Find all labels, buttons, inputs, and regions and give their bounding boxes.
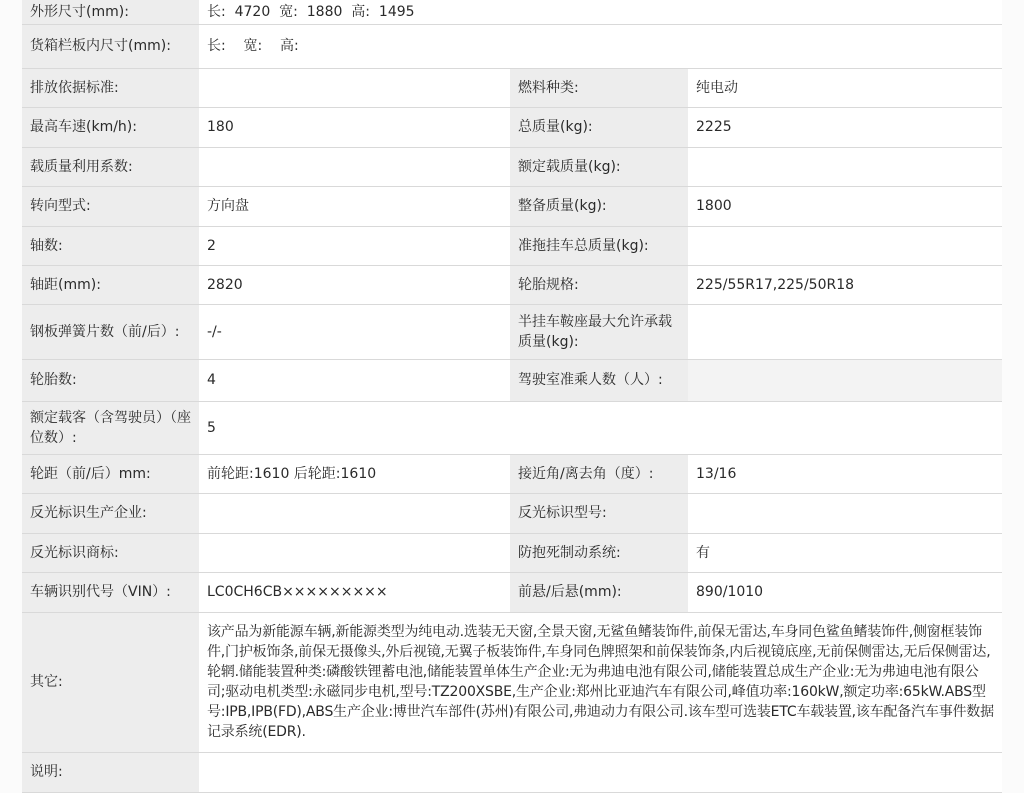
value-curb-mass: 1800: [688, 186, 1002, 226]
value-reflective-model: [688, 493, 1002, 533]
label-approach-angle: 接近角/离去角（度）:: [510, 454, 688, 493]
row-rated-passengers: [22, 401, 1002, 454]
label-axles: 轴数:: [22, 226, 199, 265]
label-rated-load: 额定载质量(kg):: [510, 147, 688, 186]
label-trailer-mass: 准拖挂车总质量(kg):: [510, 226, 688, 265]
value-load-util: [199, 147, 510, 186]
label-emission: 排放依据标准:: [22, 68, 199, 107]
label-reflective-model: 反光标识型号:: [510, 493, 688, 533]
label-steering: 转向型式:: [22, 186, 199, 226]
value-tire-spec: 225/55R17,225/50R18: [688, 265, 1002, 304]
label-reflective-brand: 反光标识商标:: [22, 533, 199, 572]
row-emission-fuel: [22, 68, 1002, 107]
value-rated-load: [688, 147, 1002, 186]
value-leaf-springs: -/-: [199, 304, 510, 359]
label-saddle-load: 半挂车鞍座最大允许承载质量(kg):: [510, 304, 688, 359]
row-springs-saddle: [22, 304, 1002, 359]
label-gross-mass: 总质量(kg):: [510, 107, 688, 147]
value-fuel-type: 纯电动: [688, 68, 1002, 107]
value-overhang: 890/1010: [688, 572, 1002, 612]
label-note: 说明:: [22, 752, 199, 792]
label-reflective-maker: 反光标识生产企业:: [22, 493, 199, 533]
label-tires-count: 轮胎数:: [22, 359, 199, 401]
row-speed-mass: [22, 107, 1002, 147]
label-wheelbase: 轴距(mm):: [22, 265, 199, 304]
value-axles: 2: [199, 226, 510, 265]
row-steering-curb: [22, 186, 1002, 226]
label-abs: 防抱死制动系统:: [510, 533, 688, 572]
row-reflective: [22, 493, 1002, 533]
label-tire-spec: 轮胎规格:: [510, 265, 688, 304]
label-leaf-springs: 钢板弹簧片数（前/后）:: [22, 304, 199, 359]
value-note: [199, 752, 1002, 792]
value-other: 该产品为新能源车辆,新能源类型为纯电动.选装无天窗,全景天窗,无鲨鱼鳍装饰件,前保无雷达,车身同色鲨鱼鳍装饰件,侧窗框装饰件,门护板饰条,前保无摄像头,外后视镜,无翼子板装饰件,车身同色牌照架和前保装饰条,内后视镜底座,无前保侧雷达,无后保侧雷达,轮辋.储能装置种类:磷酸铁锂蓄电池,储能装置单体生产企业:无为弗迪电池有限公司,储能装置总成生产企业:无为弗迪电池有限公司;驱动电机类型:永磁同步电机,型号:TZ200XSBE,生产企业:郑州比亚迪汽车有限公司,峰值功率:160kW,额定功率:65kW.ABS型号:IPB,IPB(FD),ABS生产企业:博世汽车部件(苏州)有限公司,弗迪动力有限公司.该车型可选装ETC车载装置,该车配备汽车事件数据记录系统(EDR).: [199, 612, 1002, 752]
row-wheelbase-tires: [22, 265, 1002, 304]
value-max-speed: 180: [199, 107, 510, 147]
label-other: 其它:: [22, 612, 199, 752]
value-track: 前轮距:1610 后轮距:1610: [199, 454, 510, 493]
label-rated-passengers: 额定载客（含驾驶员）（座位数）:: [22, 401, 199, 454]
row-brand-abs: [22, 533, 1002, 572]
value-reflective-maker: [199, 493, 510, 533]
value-cab-passengers: [688, 359, 1002, 401]
row-axles-trailer: [22, 226, 1002, 265]
row-tires-cab: [22, 359, 1002, 401]
label-curb-mass: 整备质量(kg):: [510, 186, 688, 226]
row-other: [22, 612, 1002, 752]
row-dimensions: [22, 0, 1002, 24]
value-abs: 有: [688, 533, 1002, 572]
value-emission: [199, 68, 510, 107]
label-cargo-box: 货箱栏板内尺寸(mm):: [22, 24, 199, 68]
label-overhang: 前悬/后悬(mm):: [510, 572, 688, 612]
row-track-angle: [22, 454, 1002, 493]
value-steering: 方向盘: [199, 186, 510, 226]
value-reflective-brand: [199, 533, 510, 572]
value-wheelbase: 2820: [199, 265, 510, 304]
value-approach-angle: 13/16: [688, 454, 1002, 493]
value-dimensions: 长: 4720 宽: 1880 高: 1495: [199, 0, 1002, 24]
value-vin: LC0CH6CB×××××××××: [199, 572, 510, 612]
label-vin: 车辆识别代号（VIN）:: [22, 572, 199, 612]
value-cargo-box: 长: 宽: 高:: [199, 24, 1002, 68]
row-vin-overhang: [22, 572, 1002, 612]
row-note: [22, 752, 1002, 792]
value-rated-passengers: 5: [199, 401, 1002, 454]
value-trailer-mass: [688, 226, 1002, 265]
label-dimensions: 外形尺寸(mm):: [22, 0, 199, 24]
row-cargo-box: [22, 24, 1002, 68]
value-tires-count: 4: [199, 359, 510, 401]
value-gross-mass: 2225: [688, 107, 1002, 147]
value-saddle-load: [688, 304, 1002, 359]
label-fuel-type: 燃料种类:: [510, 68, 688, 107]
label-cab-passengers: 驾驶室准乘人数（人）:: [510, 359, 688, 401]
label-track: 轮距（前/后）mm:: [22, 454, 199, 493]
row-load: [22, 147, 1002, 186]
label-max-speed: 最高车速(km/h):: [22, 107, 199, 147]
vehicle-spec-table: [22, 0, 1002, 793]
label-load-util: 载质量利用系数:: [22, 147, 199, 186]
